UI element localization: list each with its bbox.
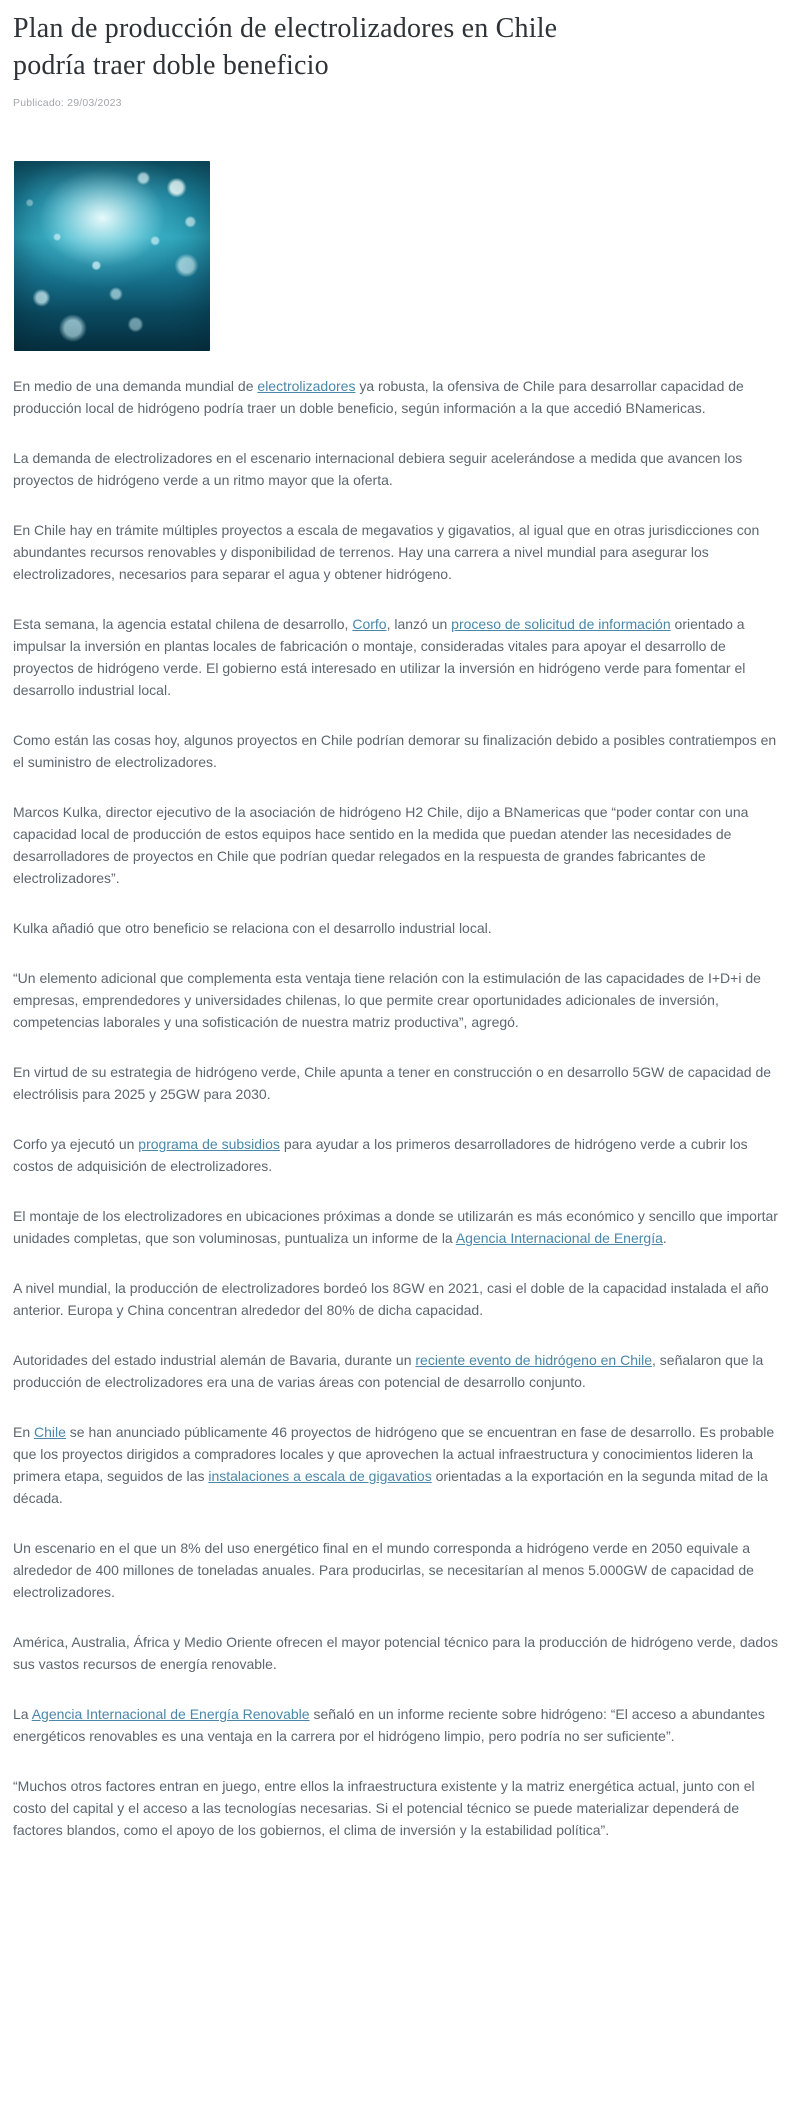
inline-link[interactable]: reciente evento de hidrógeno en Chile (415, 1352, 652, 1368)
paragraph-text: En medio de una demanda mundial de (13, 378, 258, 394)
paragraph (13, 519, 786, 585)
paragraph-text: Marcos Kulka, director ejecutivo de la asociación de hidrógeno H2 Chile, dijo a BNamericas que “poder contar con una capacidad local de producción de estos equipos hace sentido en la medida que puedan atender las necesidades de desarrolladores de proyectos en Chile que podrían quedar relegados en la respuesta de grandes fabricantes de electrolizadores”. (13, 804, 749, 886)
paragraph-text: para ayudar a los primeros desarrolladores de hidrógeno verde a cubrir los costos de adquisición de electrolizadores. (13, 1136, 748, 1174)
paragraph-text: “Un elemento adicional que complementa esta ventaja tiene relación con la estimulación de las capacidades de I+D+i de empresas, emprendedores y universidades chilenas, lo que permite crear oportunidades adicionales de inversión, competencias laborales y una sofisticación de nuestra matriz productiva”, agregó. (13, 970, 761, 1030)
paragraph (13, 1205, 786, 1249)
paragraph (13, 1349, 786, 1393)
paragraph-text: En virtud de su estrategia de hidrógeno verde, Chile apunta a tener en construcción o en desarrollo 5GW de capacidad de electrólisis para 2025 y 25GW para 2030. (13, 1064, 772, 1102)
paragraph-text: señaló en un informe reciente sobre hidrógeno: “El acceso a abundantes energéticos renovables es una ventaja en la carrera por el hidrógeno limpio, pero podría no ser suficiente”. (13, 1706, 765, 1744)
inline-link[interactable]: proceso de solicitud de información (451, 616, 671, 632)
paragraph (13, 729, 786, 773)
paragraph (13, 1061, 786, 1105)
paragraph-text: . (662, 1230, 667, 1246)
paragraph-text: orientadas a la exportación en la segunda mitad de la década. (13, 1468, 768, 1506)
inline-link[interactable]: programa de subsidios (138, 1136, 280, 1152)
paragraph-text: Autoridades del estado industrial alemán de Bavaria, durante un (13, 1352, 416, 1368)
paragraph (13, 447, 786, 491)
paragraph-text: La (13, 1706, 32, 1722)
paragraph-text: Corfo ya ejecutó un (13, 1136, 139, 1152)
paragraph-text: Kulka añadió que otro beneficio se relaciona con el desarrollo industrial local. (13, 920, 492, 936)
paragraph-text: El montaje de los electrolizadores en ubicaciones próximas a donde se utilizarán es más económico y sencillo que importar unidades completas, que son voluminosas, puntualiza un informe de la (13, 1208, 778, 1246)
paragraph (13, 1703, 786, 1747)
paragraph-text: La demanda de electrolizadores en el escenario internacional debiera seguir acelerándose a medida que avancen los proyectos de hidrógeno verde a un ritmo mayor que la oferta. (13, 450, 743, 488)
paragraph-text: Un escenario en el que un 8% del uso energético final en el mundo corresponda a hidrógeno verde en 2050 equivale a alrededor de 400 millones de toneladas anuales. Para producirlas, se necesitarían al menos 5.000GW de capacidad de electrolizadores. (13, 1540, 754, 1600)
paragraph-text: “Muchos otros factores entran en juego, entre ellos la infraestructura existente y la matriz energética actual, junto con el costo del capital y el acceso a las tecnologías necesarias. Si el potencial técnico se puede materializar dependerá de factores blandos, como el apoyo de los gobiernos, el clima de inversión y la estabilidad política”. (13, 1778, 755, 1838)
paragraph (13, 967, 786, 1033)
paragraph (13, 801, 786, 889)
inline-link[interactable]: electrolizadores (257, 378, 356, 394)
paragraph-text: Esta semana, la agencia estatal chilena de desarrollo, (13, 616, 353, 632)
paragraph (13, 1631, 786, 1675)
paragraph-text: , lanzó un (386, 616, 452, 632)
inline-link[interactable]: Chile (34, 1424, 66, 1440)
paragraph-text: ya robusta, la ofensiva de Chile para desarrollar capacidad de producción local de hidrógeno podría traer un doble beneficio, según información a la que accedió BNamericas. (13, 378, 744, 416)
inline-link[interactable]: Corfo (352, 616, 387, 632)
paragraph (13, 1421, 786, 1509)
published-date: Publicado: 29/03/2023 (13, 97, 122, 109)
paragraph (13, 917, 786, 939)
paragraph (13, 1277, 786, 1321)
article-body (13, 375, 786, 1841)
paragraph-text: A nivel mundial, la producción de electrolizadores bordeó los 8GW en 2021, casi el doble de la capacidad instalada el año anterior. Europa y China concentran alrededor del 80% de dicha capacidad. (13, 1280, 769, 1318)
paragraph (13, 1775, 786, 1841)
paragraph-text: se han anunciado públicamente 46 proyectos de hidrógeno que se encuentran en fase de desarrollo. Es probable que los proyectos dirigidos a compradores locales y que aprovechen la actual infraestructura y conocimientos lideren la primera etapa, seguidos de las (13, 1424, 775, 1484)
paragraph (13, 1537, 786, 1603)
paragraph (13, 375, 786, 419)
paragraph-text: Como están las cosas hoy, algunos proyectos en Chile podrían demorar su finalización debido a posibles contratiempos en el suministro de electrolizadores. (13, 732, 777, 770)
inline-link[interactable]: Agencia Internacional de Energía (455, 1230, 663, 1246)
paragraph (13, 1133, 786, 1177)
paragraph (13, 613, 786, 701)
paragraph-text: , señalaron que la producción de electrolizadores era una de varias áreas con potencial de desarrollo conjunto. (13, 1352, 764, 1390)
underwater-bubbles-photo (14, 161, 210, 351)
inline-link[interactable]: instalaciones a escala de gigavatios (208, 1468, 432, 1484)
inline-link[interactable]: Agencia Internacional de Energía Renovable (31, 1706, 310, 1722)
paragraph-text: América, Australia, África y Medio Oriente ofrecen el mayor potencial técnico para la producción de hidrógeno verde, dados sus vastos recursos de energía renovable. (13, 1634, 778, 1672)
paragraph-text: En Chile hay en trámite múltiples proyectos a escala de megavatios y gigavatios, al igual que en otras jurisdicciones con abundantes recursos renovables y disponibilidad de terrenos. Hay una carrera a nivel mundial para asegurar los electrolizadores, necesarios para separar el agua y obtener hidrógeno. (13, 522, 760, 582)
paragraph-text: orientado a impulsar la inversión en plantas locales de fabricación o montaje, consideradas vitales para apoyar el desarrollo de proyectos de hidrógeno verde. El gobierno está interesado en utilizar la inversión en hidrógeno verde para fomentar el desarrollo industrial local. (13, 616, 746, 698)
paragraph-text: En (13, 1424, 35, 1440)
article-title: Plan de producción de electrolizadores en Chile podría traer doble beneficio (13, 13, 558, 81)
